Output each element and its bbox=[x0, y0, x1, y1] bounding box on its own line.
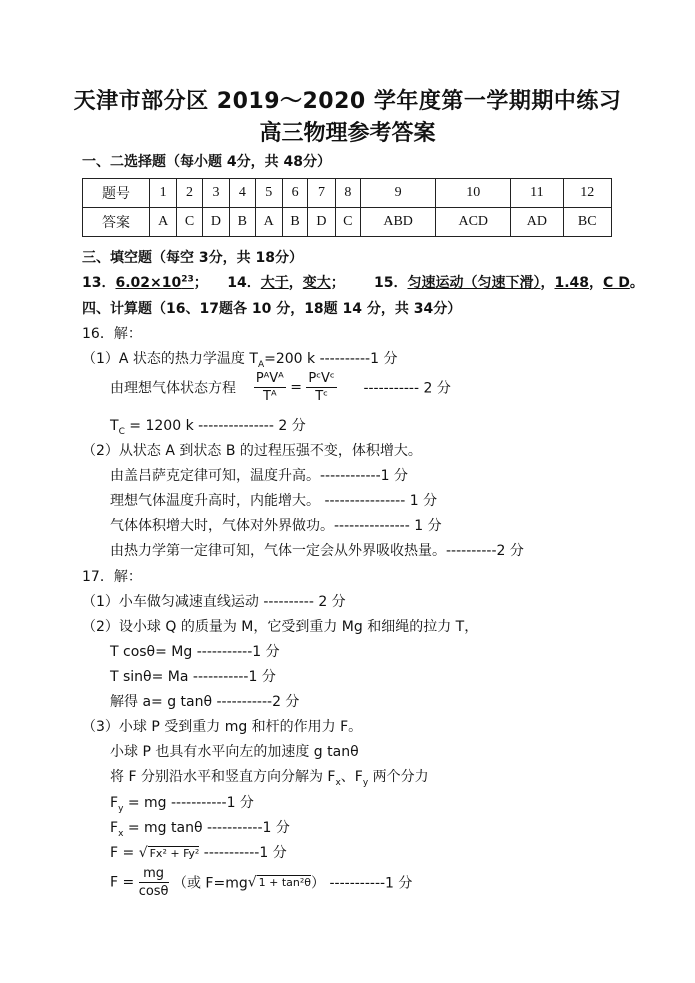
q13-value: 6.02×10 bbox=[115, 275, 182, 291]
q17-text: = mg tanθ -----------1 分 bbox=[123, 820, 290, 836]
table-row bbox=[83, 208, 612, 237]
q17-part3-line1: （3）小球 P 受到重力 mg 和杆的作用力 F。 bbox=[82, 719, 363, 735]
q17-text: = mg -----------1 分 bbox=[123, 795, 254, 811]
subscript: x bbox=[118, 828, 124, 839]
q17-part1: （1）小车做匀减速直线运动 ---------- 2 分 bbox=[82, 594, 346, 610]
table-cell: ABD bbox=[361, 208, 436, 237]
subscript: A bbox=[257, 359, 265, 370]
separator: ， bbox=[589, 275, 604, 291]
q17-part2-line4: 解得 a= g tanθ -----------2 分 bbox=[110, 694, 300, 710]
q17-part3-line3 bbox=[110, 766, 429, 788]
table-cell: D bbox=[202, 208, 229, 237]
q16-part2-line2: 由盖吕萨克定律可知，温度升高。------------1 分 bbox=[110, 468, 408, 484]
q17-text: F bbox=[110, 820, 119, 836]
denominator: Tᶜ bbox=[315, 389, 328, 404]
q17-part3-line6 bbox=[110, 842, 287, 862]
q16-text: = 1200 k --------------- 2 分 bbox=[124, 418, 306, 434]
table-cell: 9 bbox=[361, 179, 436, 208]
sqrt-icon: √ bbox=[138, 845, 148, 861]
q14-answer-b: 变大 bbox=[302, 275, 331, 291]
table-header-cell: 题号 bbox=[83, 179, 150, 208]
table-cell: B bbox=[282, 208, 307, 237]
fraction-left bbox=[254, 371, 286, 404]
q13-exponent: 23 bbox=[181, 274, 194, 285]
q17-label: 17．解： bbox=[82, 569, 142, 585]
table-cell: 10 bbox=[436, 179, 511, 208]
q16-text: （1）A 状态的热力学温度 T bbox=[82, 351, 258, 367]
q13-label: 13． bbox=[82, 275, 116, 291]
q17-text: ） -----------1 分 bbox=[311, 875, 413, 892]
separator: ， bbox=[288, 275, 303, 291]
table-cell: 6 bbox=[282, 179, 307, 208]
table-cell: 2 bbox=[177, 179, 202, 208]
sqrt-expression: Fx² + Fy² bbox=[149, 847, 200, 860]
q15-answer-a: 匀速运动（匀速下滑） bbox=[407, 275, 541, 291]
q16-text: T bbox=[110, 418, 119, 434]
numerator: PᴬVᴬ bbox=[255, 371, 284, 386]
q16-part2-line3: 理想气体温度升高时，内能增大。 ---------------- 1 分 bbox=[110, 493, 438, 509]
separator: ； bbox=[193, 275, 208, 291]
q17-text: F bbox=[110, 795, 119, 811]
q17-part2-line2: T cosθ= Mg -----------1 分 bbox=[110, 644, 280, 660]
q15-answer-c: C D bbox=[603, 275, 630, 291]
q17-text: 两个分力 bbox=[368, 769, 429, 785]
q17-part3-line7 bbox=[110, 866, 412, 899]
separator: ， bbox=[540, 275, 555, 291]
q17-text: F = bbox=[110, 845, 139, 861]
numerator: mg bbox=[139, 866, 169, 883]
fraction bbox=[139, 866, 169, 899]
table-cell: 3 bbox=[202, 179, 229, 208]
fill-answers-line bbox=[82, 272, 644, 292]
subscript: y bbox=[362, 777, 369, 788]
subscript: C bbox=[118, 426, 125, 437]
section-calc-heading: 四、计算题（16、17题各 10 分，18题 14 分，共 34分） bbox=[82, 301, 462, 317]
q17-part3-line2: 小球 P 也具有水平向左的加速度 g tanθ bbox=[110, 744, 359, 760]
table-cell: 12 bbox=[563, 179, 611, 208]
answer-table bbox=[82, 178, 612, 237]
q16-part1-line3 bbox=[110, 415, 306, 437]
q16-part1-line1 bbox=[82, 348, 397, 370]
q17-text: （或 F=mg bbox=[172, 875, 248, 892]
page-subtitle: 高三物理参考答案 bbox=[259, 121, 436, 146]
table-cell: 11 bbox=[511, 179, 563, 208]
subscript: y bbox=[118, 803, 124, 814]
q17-text: 将 F 分别沿水平和竖直方向分解为 F bbox=[110, 769, 336, 785]
table-cell: 1 bbox=[150, 179, 177, 208]
table-cell: 8 bbox=[335, 179, 360, 208]
q17-part3-line5 bbox=[110, 817, 290, 839]
numerator: PᶜVᶜ bbox=[308, 371, 335, 386]
table-cell: D bbox=[308, 208, 335, 237]
subscript: x bbox=[335, 777, 341, 788]
q16-text: 由理想气体状态方程 bbox=[110, 380, 236, 397]
table-cell: 4 bbox=[230, 179, 255, 208]
sqrt-expression: 1 + tan²θ bbox=[258, 876, 312, 889]
table-row bbox=[83, 179, 612, 208]
table-cell: 7 bbox=[308, 179, 335, 208]
table-cell: C bbox=[177, 208, 202, 237]
table-header-cell: 答案 bbox=[83, 208, 150, 237]
page-title: 天津市部分区 2019～2020 学年度第一学期期中练习 bbox=[73, 89, 622, 114]
q16-part2-line5: 由热力学第一定律可知，气体一定会从外界吸收热量。----------2 分 bbox=[110, 543, 524, 559]
table-cell: BC bbox=[563, 208, 611, 237]
table-cell: A bbox=[255, 208, 282, 237]
q13-answer bbox=[115, 275, 193, 291]
q15-label: 15． bbox=[374, 275, 408, 291]
q16-label: 16．解： bbox=[82, 326, 142, 342]
table-cell: C bbox=[335, 208, 360, 237]
q14-label: 14． bbox=[227, 275, 261, 291]
q17-text: F = bbox=[110, 874, 139, 891]
table-cell: 5 bbox=[255, 179, 282, 208]
score-text: ----------- 2 分 bbox=[363, 380, 451, 397]
q17-part3-line4 bbox=[110, 792, 254, 814]
q16-part2-line1: （2）从状态 A 到状态 B 的过程压强不变，体积增大。 bbox=[82, 443, 422, 459]
q14-answer-a: 大于 bbox=[260, 275, 289, 291]
table-cell: ACD bbox=[436, 208, 511, 237]
fraction-right bbox=[306, 371, 336, 404]
table-cell: A bbox=[150, 208, 177, 237]
q16-text: =200 k ----------1 分 bbox=[264, 351, 398, 367]
separator: 。 bbox=[629, 275, 644, 291]
q15-answer-b: 1.48 bbox=[554, 275, 590, 291]
q17-text: 、F bbox=[340, 769, 363, 785]
table-cell: AD bbox=[511, 208, 563, 237]
separator: ； bbox=[330, 275, 345, 291]
section-fill-heading: 三、填空题（每空 3分，共 18分） bbox=[82, 250, 303, 266]
denominator: Tᴬ bbox=[263, 389, 277, 404]
table-cell: B bbox=[230, 208, 255, 237]
q17-text: -----------1 分 bbox=[199, 845, 287, 861]
q16-part1-line2: 由理想气体状态方程 $\frac{\text{PᴬVᴬ}}{\text{Tᴬ}}$ = $\frac{\text{PᶜVᶜ}}{\text{Tᶜ}}$ ----------- 2 分 bbox=[110, 371, 451, 404]
denominator: cosθ bbox=[138, 884, 169, 899]
q16-part2-line4: 气体体积增大时，气体对外界做功。--------------- 1 分 bbox=[110, 518, 442, 534]
q17-part2-line3: T sinθ= Ma -----------1 分 bbox=[110, 669, 276, 685]
section-choice-heading: 一、二选择题（每小题 4分，共 48分） bbox=[82, 154, 331, 170]
q17-part2-line1: （2）设小球 Q 的质量为 M，它受到重力 Mg 和细绳的拉力 T， bbox=[82, 619, 479, 635]
sqrt-icon: √ bbox=[247, 874, 257, 891]
